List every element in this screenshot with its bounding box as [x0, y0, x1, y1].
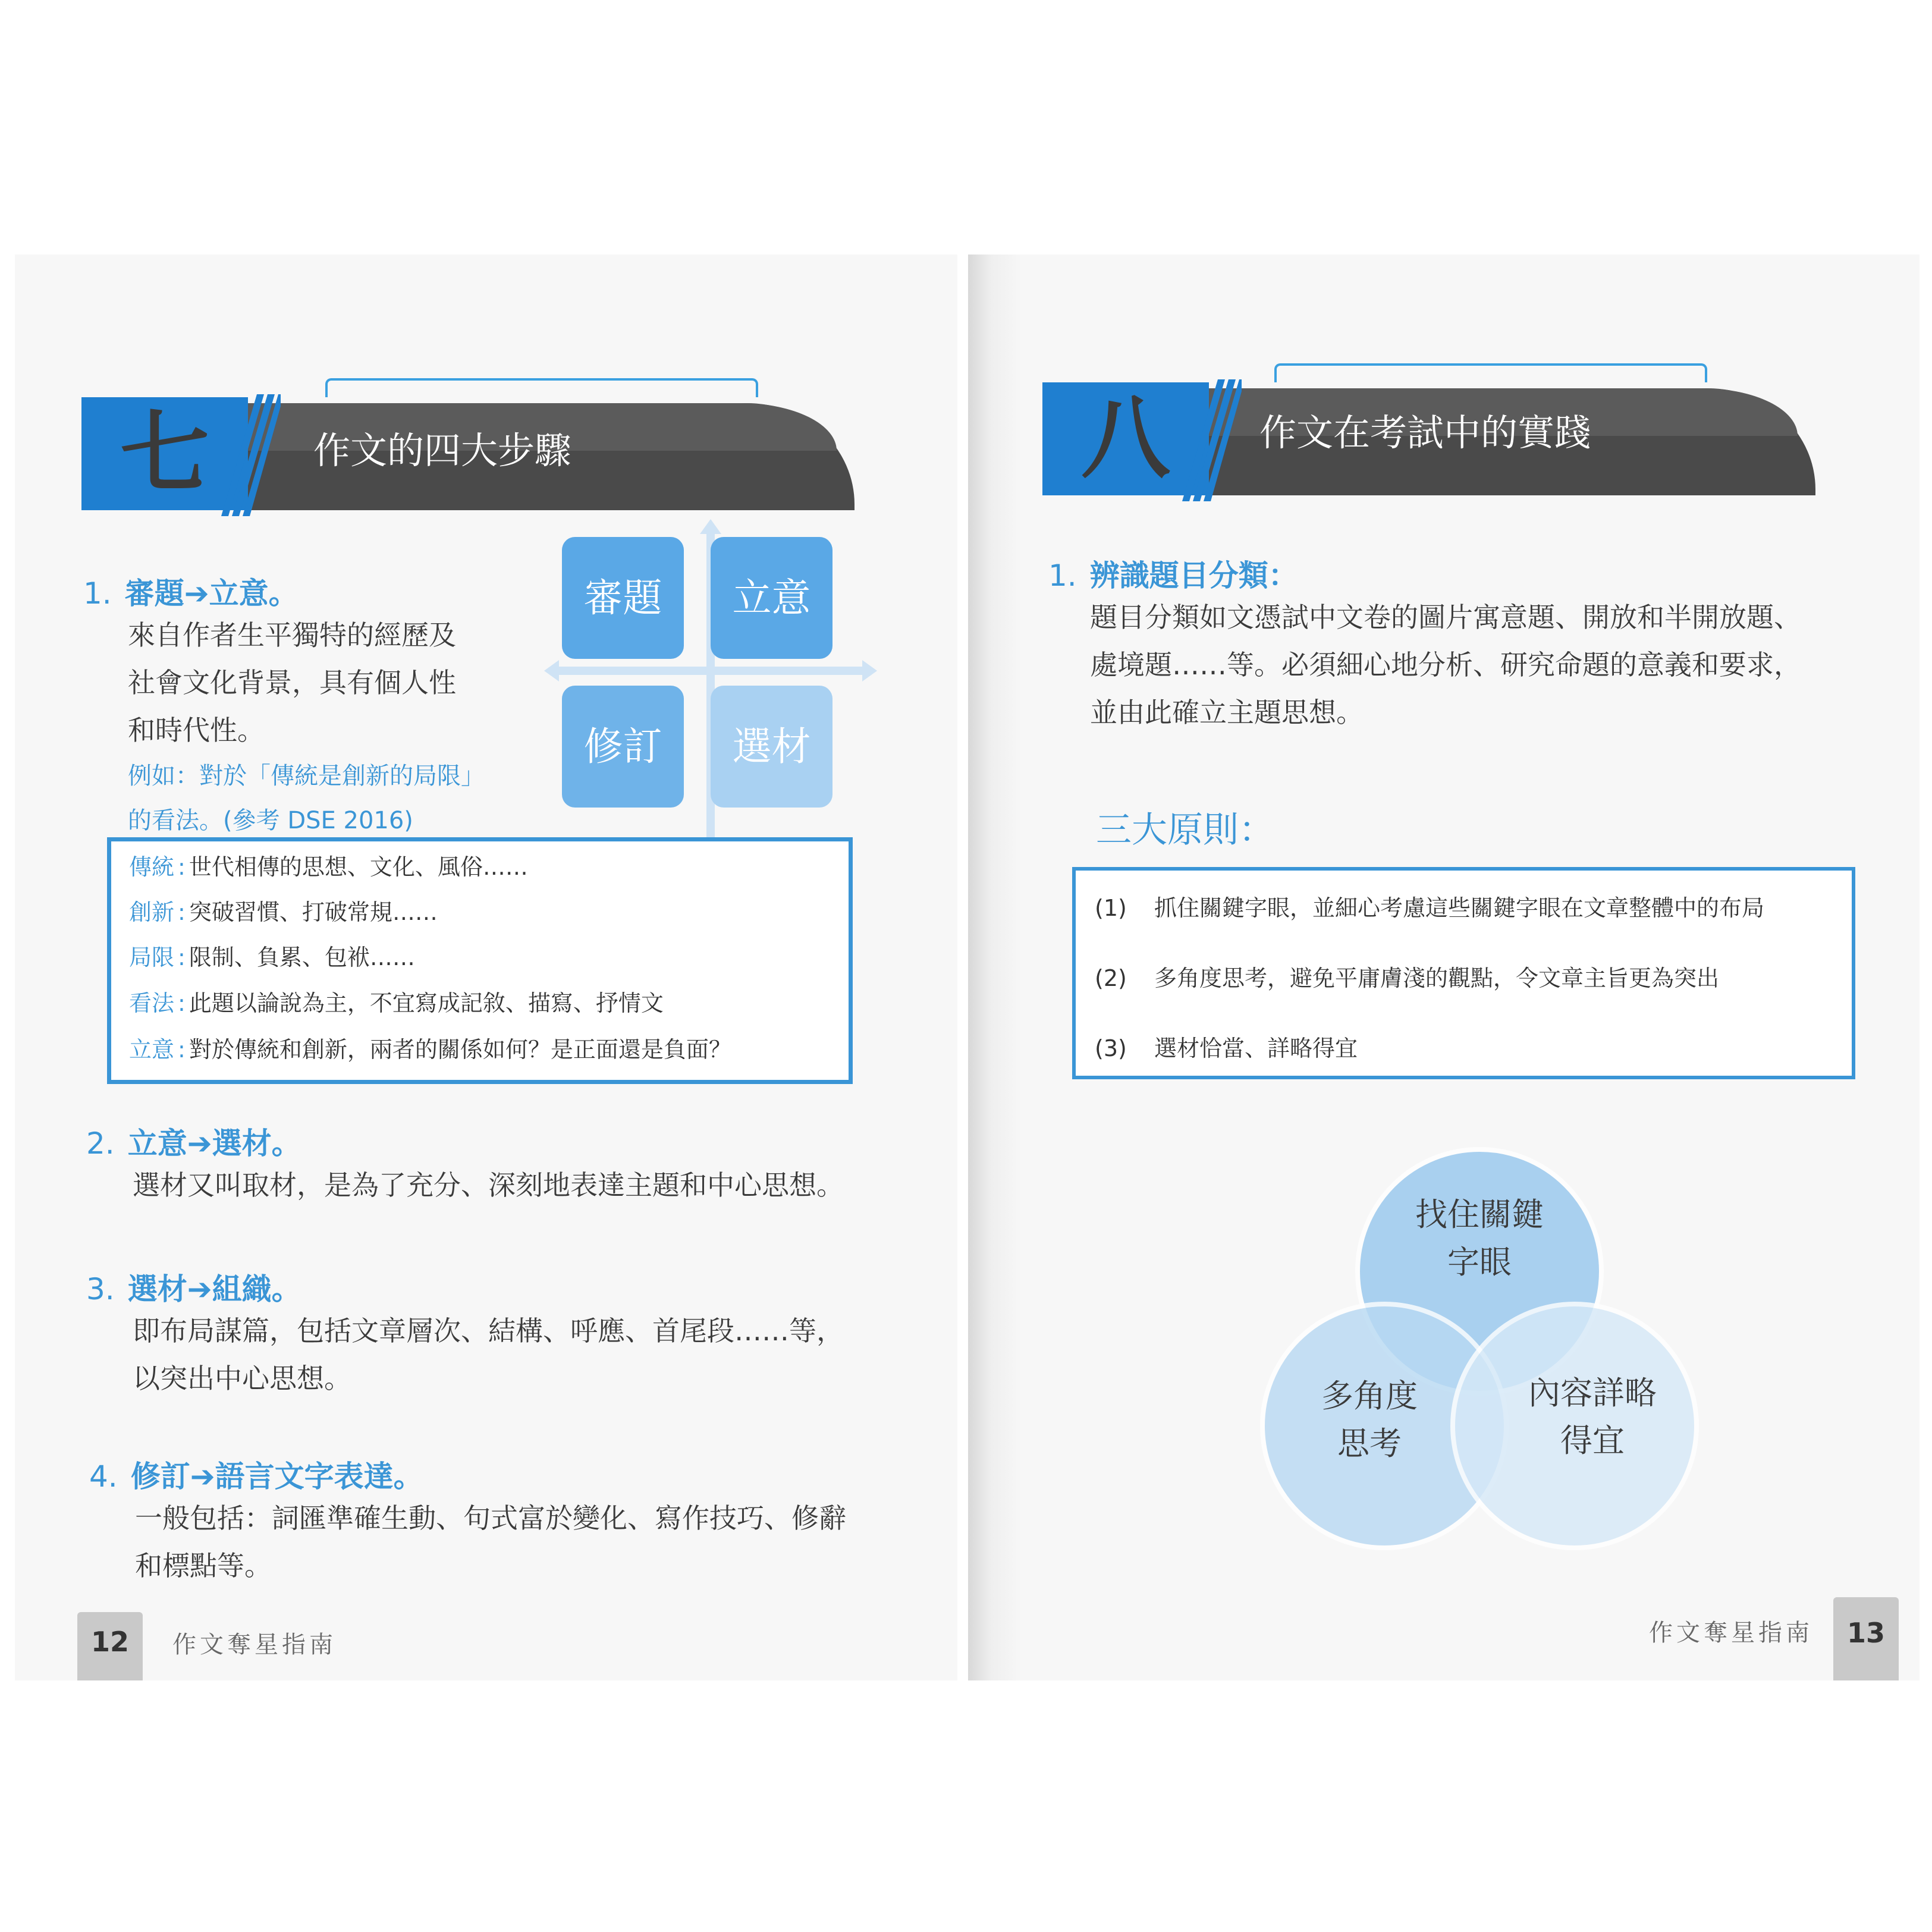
definition-text: 對於傳統和創新，兩者的關係如何？是正面還是負面？: [189, 1036, 731, 1063]
section-1-heading: [1048, 552, 1298, 595]
definition-text: 此題以論說為主，不宜寫成記敘、描寫、抒情文: [189, 990, 664, 1016]
grid-tile-4: 選材: [711, 686, 833, 808]
chapter-number: 七: [120, 402, 209, 505]
section-number: 4.: [89, 1459, 118, 1494]
header-decoration: [325, 378, 758, 397]
body-line: 題目分類如文憑試中文卷的圖片寓意題、開放和半開放題、: [1090, 601, 1801, 633]
principle-row: [1095, 1030, 1358, 1063]
section-title: 選材➔組織。: [127, 1272, 301, 1306]
definition-text: 世代相傳的思想、文化、風俗……: [189, 854, 528, 880]
definition-row: 傳統 : 世代相傳的思想、文化、風俗……: [129, 854, 528, 880]
example-line: 的看法。(參考 DSE 2016): [128, 807, 413, 834]
section-number: 3.: [86, 1272, 115, 1306]
section-1-body: [128, 611, 456, 754]
section-title: 辨識題目分類：: [1089, 558, 1298, 593]
header-stripes: [215, 394, 281, 516]
page-number: 13: [1833, 1597, 1899, 1680]
body-line: 選材又叫取材，是為了充分、深刻地表達主題和中心思想。: [133, 1169, 844, 1201]
definition-text: 突破習慣、打破常規……: [189, 899, 438, 925]
grid-tile-1: 審題: [562, 537, 684, 659]
definition-term: 看法: [129, 990, 175, 1016]
venn-label-left: 多角度 思考: [1321, 1377, 1418, 1462]
left-page: [15, 255, 957, 1680]
steps-grid: [544, 519, 877, 852]
principle-number: (1): [1095, 895, 1127, 921]
body-line: 和標點等。: [135, 1550, 272, 1582]
principle-text: 選材恰當、詳略得宜: [1154, 1035, 1358, 1061]
section-3-heading: [86, 1265, 301, 1308]
header-stripes: [1176, 379, 1242, 501]
section-3-body: [133, 1307, 844, 1402]
section-title: 立意➔選材。: [127, 1126, 301, 1161]
principles-box: [1072, 867, 1855, 1079]
principle-number: (2): [1095, 965, 1127, 991]
section-title: 審題➔立意。: [124, 576, 299, 611]
chapter-title: 作文在考試中的實踐: [1259, 411, 1592, 454]
chapter-title: 作文的四大步驟: [313, 429, 572, 472]
section-1-heading: [83, 570, 299, 612]
venn-label-top: 找住關鍵 字眼: [1415, 1196, 1544, 1281]
section-number: 2.: [86, 1126, 115, 1161]
chapter-header: [1042, 382, 1815, 501]
section-2-body: [133, 1161, 844, 1209]
grid-tile-3: 修訂: [562, 686, 684, 808]
body-line: 來自作者生平獨特的經歷及: [128, 619, 456, 651]
section-1-example: [128, 754, 485, 843]
definitions-box-continued: [107, 985, 853, 1084]
definition-term: 局限: [129, 944, 175, 970]
principles-title: 三大原則：: [1096, 809, 1274, 851]
venn-diagram: [1259, 1146, 1699, 1551]
example-line: 例如：對於「傳統是創新的局限」: [128, 762, 485, 790]
definition-row: 創新 : 突破習慣、打破常規……: [129, 899, 438, 925]
header-decoration: [1274, 363, 1707, 382]
section-4-body: [135, 1494, 846, 1589]
book-title: 作文奪星指南: [172, 1631, 337, 1658]
principle-text: 抓住關鍵字眼，並細心考慮這些關鍵字眼在文章整體中的布局: [1154, 895, 1765, 921]
definition-term: 創新: [129, 899, 175, 925]
principle-row: [1095, 960, 1719, 992]
body-line: 並由此確立主題思想。: [1090, 696, 1364, 728]
definition-term: 立意: [129, 1036, 175, 1063]
chapter-header: [81, 397, 855, 516]
section-2-heading: [86, 1120, 301, 1163]
body-line: 即布局謀篇，包括文章層次、結構、呼應、首尾段……等，: [133, 1315, 844, 1347]
venn-label-right: 內容詳略 得宜: [1528, 1374, 1657, 1459]
body-line: 處境題……等。必須細心地分析、研究命題的意義和要求，: [1090, 649, 1801, 681]
principle-text: 多角度思考，避免平庸膚淺的觀點，令文章主旨更為突出: [1154, 965, 1720, 991]
chapter-number: 八: [1080, 387, 1170, 491]
section-number: 1.: [1048, 558, 1077, 593]
definitions-box: [107, 837, 853, 997]
body-line: 社會文化背景，具有個人性: [128, 667, 456, 699]
page-number: 12: [77, 1612, 143, 1680]
right-page: [968, 255, 1920, 1680]
definition-term: 傳統: [129, 854, 175, 880]
section-1-body: [1090, 593, 1801, 736]
definition-text: 限制、負累、包袱……: [189, 944, 415, 970]
definition-row: 立意 : 對於傳統和創新，兩者的關係如何？是正面還是負面？: [129, 1036, 731, 1063]
grid-tile-2: 立意: [711, 537, 833, 659]
definition-row: 看法 : 此題以論說為主，不宜寫成記敘、描寫、抒情文: [129, 990, 664, 1016]
section-title: 修訂➔語言文字表達。: [130, 1459, 423, 1494]
definition-row: 局限 : 限制、負累、包袱……: [129, 944, 415, 970]
book-title: 作文奪星指南: [1649, 1619, 1813, 1647]
principle-number: (3): [1095, 1035, 1127, 1061]
section-4-heading: [89, 1453, 423, 1496]
body-line: 和時代性。: [128, 714, 265, 746]
section-number: 1.: [83, 576, 112, 611]
body-line: 一般包括：詞匯準確生動、句式富於變化、寫作技巧、修辭: [135, 1502, 846, 1534]
principle-row: [1095, 890, 1764, 922]
body-line: 以突出中心思想。: [133, 1362, 351, 1394]
